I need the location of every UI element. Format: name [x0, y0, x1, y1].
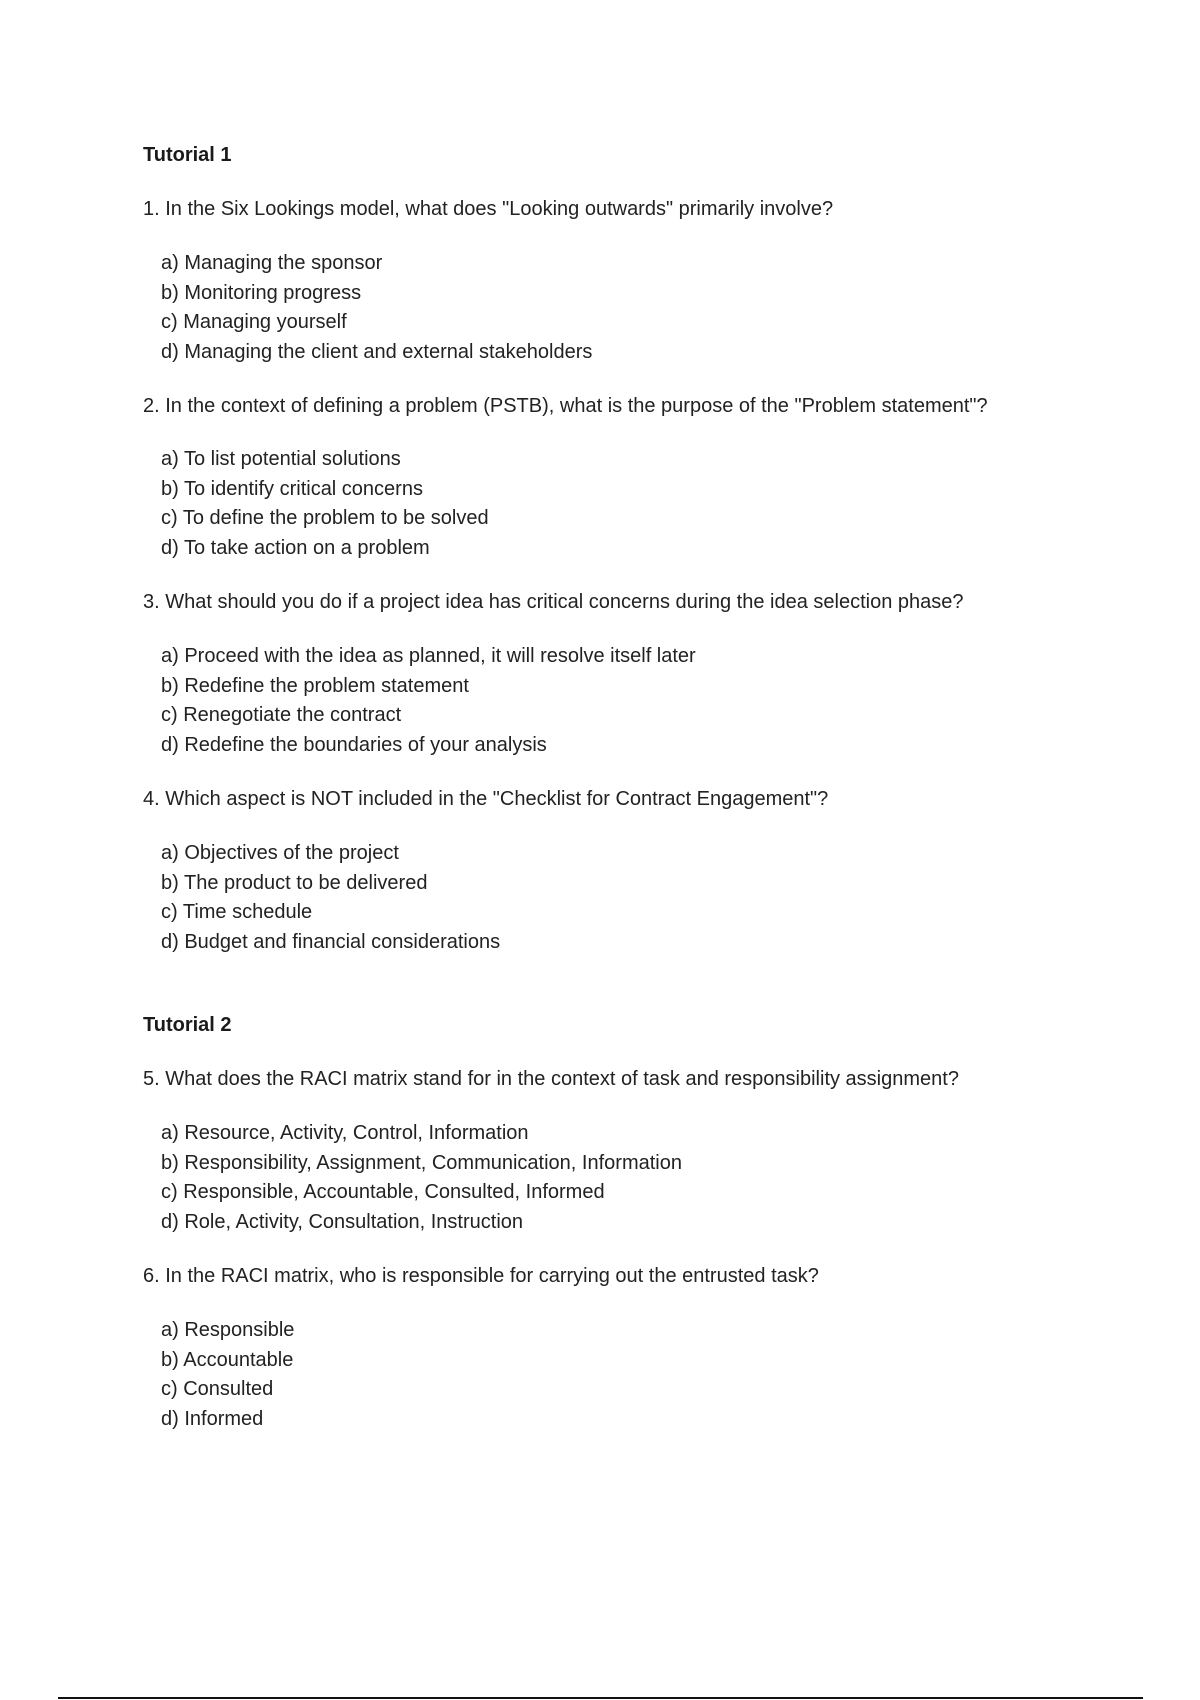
option-5d: d) Role, Activity, Consultation, Instruction: [161, 1210, 524, 1233]
option-2d: d) To take action on a problem: [161, 536, 430, 559]
option-3b: b) Redefine the problem statement: [161, 674, 469, 697]
options-question-5: [143, 1119, 1083, 1237]
question-4: 4. Which aspect is NOT included in the "Checklist for Contract Engagement"?: [143, 788, 829, 810]
section-title-tutorial-2: Tutorial 2: [143, 1014, 232, 1036]
option-2c: c) To define the problem to be solved: [161, 507, 489, 529]
options-question-6: [143, 1316, 1083, 1434]
options-question-2: [143, 445, 1083, 563]
option-6c: c) Consulted: [161, 1378, 274, 1400]
option-1b: b) Monitoring progress: [161, 281, 362, 304]
document-page: [143, 140, 1083, 1434]
question-1: 1. In the Six Lookings model, what does "Looking outwards" primarily involve?: [143, 198, 834, 220]
option-2b: b) To identify critical concerns: [161, 477, 423, 500]
options-question-1: [143, 249, 1083, 367]
option-3c: c) Renegotiate the contract: [161, 704, 402, 726]
question-3: 3. What should you do if a project idea has critical concerns during the idea selection phase?: [143, 591, 964, 613]
option-5a: a) Resource, Activity, Control, Information: [161, 1122, 529, 1144]
question-2: 2. In the context of defining a problem (PSTB), what is the purpose of the "Problem statement"?: [143, 395, 988, 417]
option-2a: a) To list potential solutions: [161, 448, 401, 470]
option-5b: b) Responsibility, Assignment, Communication, Information: [161, 1151, 682, 1174]
options-question-4: [143, 839, 1083, 957]
option-1a: a) Managing the sponsor: [161, 252, 383, 274]
option-1c: c) Managing yourself: [161, 311, 347, 333]
option-3d: d) Redefine the boundaries of your analysis: [161, 733, 547, 756]
option-4a: a) Objectives of the project: [161, 842, 399, 864]
options-question-3: [143, 642, 1083, 760]
option-5c: c) Responsible, Accountable, Consulted, Informed: [161, 1181, 605, 1203]
option-6a: a) Responsible: [161, 1319, 295, 1341]
option-6b: b) Accountable: [161, 1348, 294, 1371]
option-4d: d) Budget and financial considerations: [161, 930, 501, 953]
option-1d: d) Managing the client and external stakeholders: [161, 340, 593, 363]
page-bottom-rule: [58, 1697, 1143, 1699]
option-3a: a) Proceed with the idea as planned, it will resolve itself later: [161, 645, 696, 667]
section-title-tutorial-1: Tutorial 1: [143, 144, 232, 166]
option-6d: d) Informed: [161, 1407, 264, 1430]
option-4b: b) The product to be delivered: [161, 871, 428, 894]
question-5: 5. What does the RACI matrix stand for in the context of task and responsibility assignment?: [143, 1068, 959, 1090]
question-6: 6. In the RACI matrix, who is responsible for carrying out the entrusted task?: [143, 1265, 819, 1287]
option-4c: c) Time schedule: [161, 901, 313, 923]
